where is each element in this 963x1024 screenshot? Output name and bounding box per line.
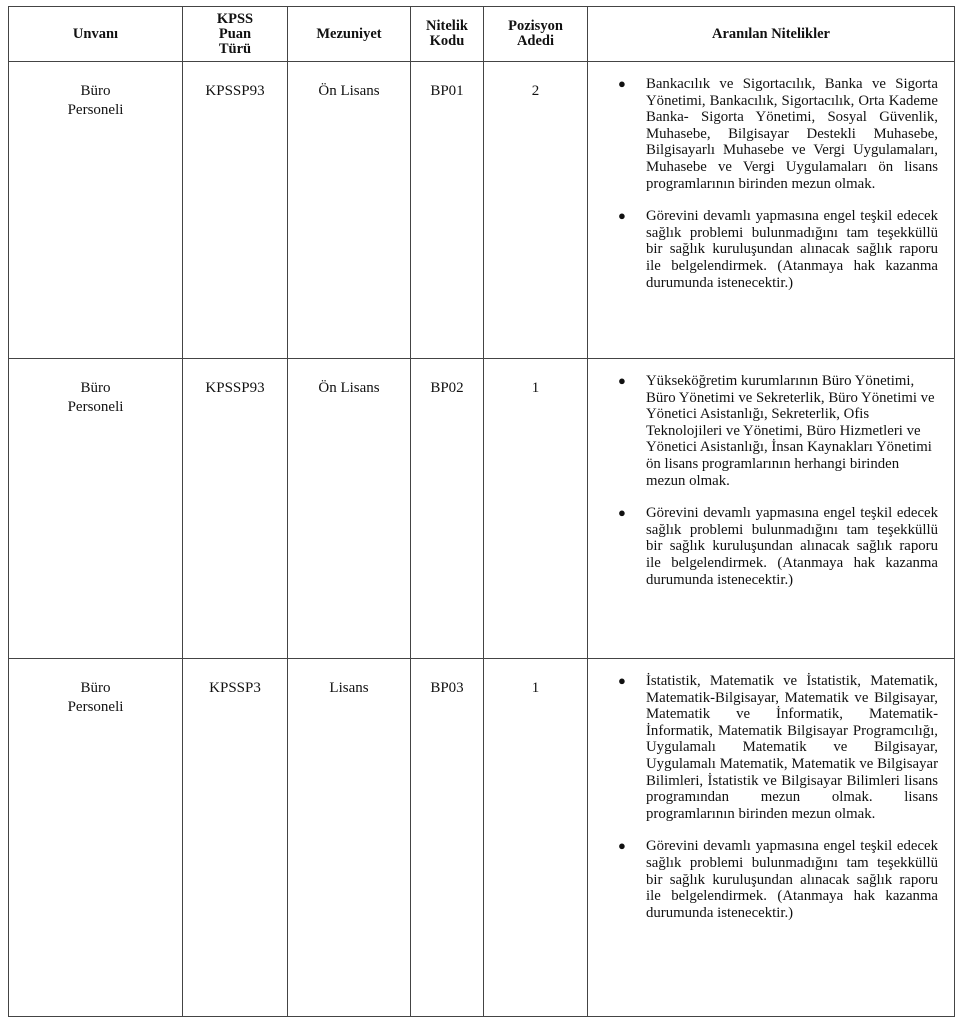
header-row [9, 7, 955, 62]
cell-unvan [9, 659, 183, 1017]
list-item [618, 505, 938, 588]
requirements-list [588, 659, 954, 921]
header-kpss-line: Türü [218, 40, 252, 57]
bullet-icon: ● [618, 208, 626, 224]
unvan-line: Personeli [67, 102, 124, 118]
cell-mezuniyet: Ön Lisans [288, 62, 411, 359]
table-row [9, 62, 955, 359]
header-unvan: Unvanı [9, 7, 183, 62]
requirement-text: Yükseköğretim kurumlarının Büro Yönetimi, Büro Yönetimi ve Sekreterlik, Büro Yönetimi ve Yönetici Asistanlığı, Sekreterlik, Ofis Teknolojileri ve Yönetimi, Büro Hizmetleri ve Yönetici Asistanlığı, İnsan Kaynakları Yönetimi ön lisans programlarının herhangi birinden mezun olmak. [646, 373, 935, 489]
cell-unvan [9, 62, 183, 359]
list-item [618, 673, 938, 822]
cell-kod: BP01 [411, 62, 484, 359]
cell-kpss: KPSSP93 [183, 359, 288, 659]
header-pozisyon-line: Pozisyon [508, 18, 563, 34]
list-item [618, 838, 938, 921]
qualifications-table [8, 6, 955, 1017]
cell-nitelikler [588, 659, 955, 1017]
cell-mezuniyet: Ön Lisans [288, 359, 411, 659]
header-kpss [183, 7, 288, 62]
table-row [9, 359, 955, 659]
cell-unvan [9, 359, 183, 659]
bullet-icon: ● [618, 838, 626, 854]
cell-nitelikler [588, 62, 955, 359]
unvan-line: Büro [80, 83, 111, 99]
unvan-line: Büro [80, 380, 111, 396]
bullet-icon: ● [618, 373, 626, 388]
bullet-icon: ● [618, 505, 626, 521]
cell-nitelikler [588, 359, 955, 659]
header-nitelik-line: Kodu [429, 33, 465, 49]
header-nitelik-kodu [411, 7, 484, 62]
requirement-text: Görevini devamlı yapmasına engel teşkil edecek sağlık problemi bulunmadığını tam teşekküllü bir sağlık kuruluşundan alınacak sağlık raporu ile belgelendirmek. (Atanmaya hak kazanma durumunda istenecektir.) [646, 505, 938, 588]
cell-adet: 1 [484, 659, 588, 1017]
requirement-text: Görevini devamlı yapmasına engel teşkil edecek sağlık problemi bulunmadığını tam teşekküllü bir sağlık kuruluşundan alınacak sağlık raporu ile belgelendirmek. (Atanmaya hak kazanma durumunda istenecektir.) [646, 208, 938, 291]
requirement-text: İstatistik, Matematik ve İstatistik, Matematik, Matematik-Bilgisayar, Matematik ve Bilgisayar, Matematik ve İnformatik, Matematik-İnformatik, Matematik Bilgisayar Programcılığı, Uygulamalı Matematik ve Bilgisayar, Uygulamalı Matematik, Matematik ve Bilgisayar Bilimleri, İstatistik ve Bilgisayar Bilimleri lisans programından mezun olmak. lisans programlarının birinden mezun olmak. [646, 673, 938, 822]
header-kpss-line: KPSS [216, 10, 254, 27]
table-row [9, 659, 955, 1017]
cell-kpss: KPSSP93 [183, 62, 288, 359]
list-item [618, 373, 938, 489]
unvan-line: Personeli [67, 399, 124, 415]
bullet-icon: ● [618, 76, 626, 91]
cell-kpss: KPSSP3 [183, 659, 288, 1017]
list-item [618, 76, 938, 192]
list-item [618, 208, 938, 291]
unvan-line: Büro [80, 680, 111, 696]
cell-adet: 1 [484, 359, 588, 659]
header-mezuniyet: Mezuniyet [288, 7, 411, 62]
cell-adet: 2 [484, 62, 588, 359]
requirement-text: Bankacılık ve Sigortacılık, Banka ve Sigorta Yönetimi, Bankacılık, Sigortacılık, Orta Kademe Banka- Sigorta Yönetimi, Sosyal Güvenlik, Muhasebe, Bilgisayar Destekli Muhasebe, Bilgisayarlı Muhasebe ve Vergi Uygulamaları, Muhasebe ve Vergi Uygulamaları ön lisans programlarının birinden mezun olmak. [646, 76, 938, 192]
header-pozisyon-line: Adedi [516, 33, 555, 49]
header-nitelik-line: Nitelik [426, 18, 468, 34]
requirements-list [588, 62, 954, 291]
cell-kod: BP02 [411, 359, 484, 659]
bullet-icon: ● [618, 673, 626, 688]
header-pozisyon-adedi [484, 7, 588, 62]
unvan-line: Personeli [67, 699, 124, 715]
header-aranilan-nitelikler: Aranılan Nitelikler [588, 7, 955, 62]
header-kpss-line: Puan [218, 25, 252, 42]
cell-mezuniyet: Lisans [288, 659, 411, 1017]
cell-kod: BP03 [411, 659, 484, 1017]
requirement-text: Görevini devamlı yapmasına engel teşkil edecek sağlık problemi bulunmadığını tam teşekküllü bir sağlık kuruluşundan alınacak sağlık raporu ile belgelendirmek. (Atanmaya hak kazanma durumunda istenecektir.) [646, 838, 938, 921]
requirements-list [588, 359, 954, 588]
